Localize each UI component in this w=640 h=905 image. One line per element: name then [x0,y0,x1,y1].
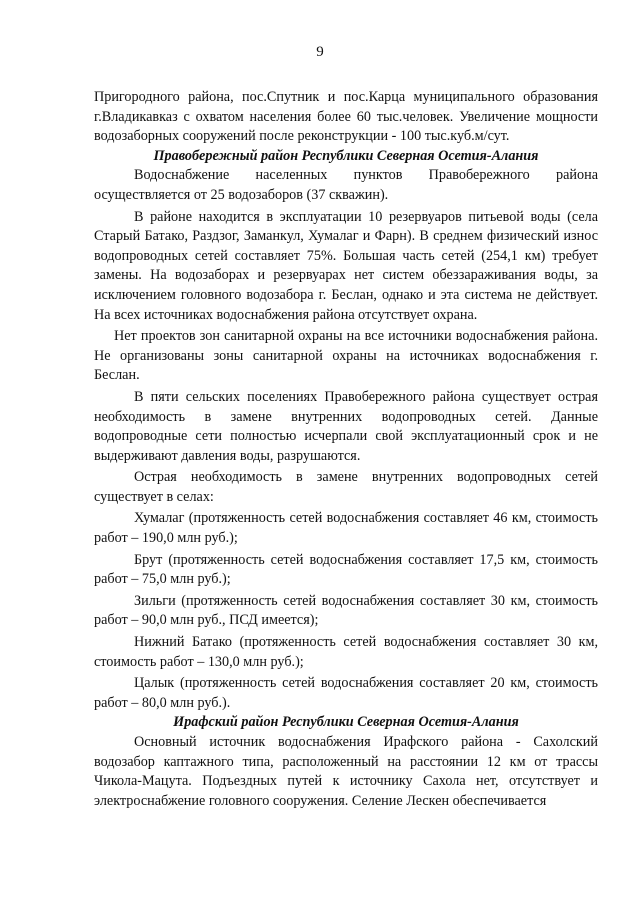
paragraph-sanitary-zones: Нет проектов зон санитарной охраны на все источники водоснабжения района. Не организованы зоны санитарной охраны на источниках водоснабжения г. Беслан. [94,328,598,384]
section-heading-pravoberezhny: Правобережный район Республики Северная Осетия-Алания [153,147,539,164]
page-number: 9 [316,44,324,60]
list-item-brut: Брут (протяженность сетей водоснабжения составляет 17,5 км, стоимость работ – 75,0 млн руб.); [94,551,598,588]
list-item-tsalyk: Цалык (протяженность сетей водоснабжения составляет 20 км, стоимость работ – 80,0 млн руб.). [94,675,598,711]
paragraph-prigorodny-continuation: Пригородного района, пос.Спутник и пос.Карца муниципального образования г.Владикавказ с охватом населения более 60 тыс.человек. Увеличение мощности водозаборных сооружений после реконструкции - 100 тыс.куб.м/сут. [94,89,598,145]
paragraph-rural-settlements: В пяти сельских поселениях Правобережного района существует острая необходимость в замене внутренних водопроводных сетей. Данные водопроводные сети полностью исчерпали свой эксплуатационный срок и не выдерживают давления воды, разрушаются. [94,388,598,464]
list-item-khumalag: Хумалаг (протяженность сетей водоснабжения составляет 46 км, стоимость работ – 190,0 млн руб.); [94,510,598,547]
paragraph-reservoirs-and-wear: В районе находится в эксплуатации 10 резервуаров питьевой воды (села Старый Батако, Раздзог, Заманкул, Хумалаг и Фарн). В среднем физический износ водопроводных сетей составляет 75%. Большая часть сетей (254,1 км) требует замены. На водозаборах и резервуарах нет систем обеззараживания воды, за исключением головного водозабора г. Беслан, однако и эта система не действует. На всех источниках водоснабжения района отсутствует охрана. [94,208,598,323]
document-body [94,88,598,811]
paragraph-water-supply-sources: Водоснабжение населенных пунктов Правобережного района осуществляется от 25 водозаборов (37 скважин). [94,167,598,203]
list-item-nizhny-batako: Нижний Батако (протяженность сетей водоснабжения составляет 30 км, стоимость работ – 130,0 млн руб.); [94,634,598,670]
section-heading-irafsky: Ирафский район Республики Северная Осетия-Алания [173,714,519,731]
list-item-zilgi: Зильги (протяженность сетей водоснабжения составляет 30 км, стоимость работ – 90,0 млн руб., ПСД имеется); [94,592,598,629]
paragraph-irafsky-main-source: Основный источник водоснабжения Ирафского района - Сахолский водозабор каптажного типа, расположенный на расстоянии 12 км от трассы Чикола-Мацута. Подъездных путей к источнику Сахола нет, отсутствует и электроснабжение головного сооружения. Селение Лескен обеспечивается [94,734,598,809]
paragraph-urgent-need-intro: Острая необходимость в замене внутренних водопроводных сетей существует в селах: [94,469,598,505]
